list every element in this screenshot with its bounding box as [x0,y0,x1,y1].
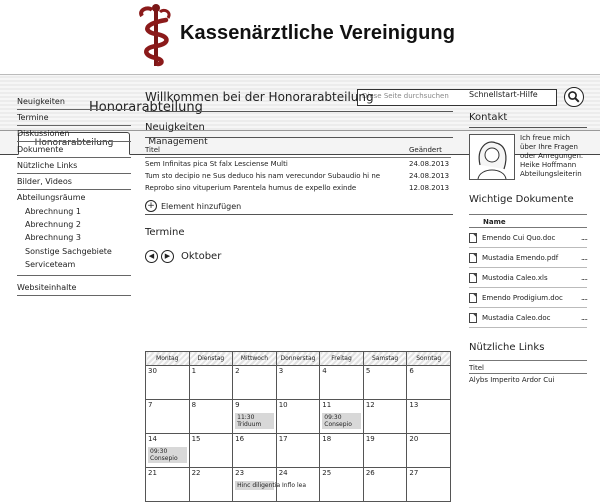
sidebar-subitem-abrechnung-1[interactable]: Abrechnung 1 [25,207,81,216]
day-number: 3 [278,367,284,375]
day-number: 27 [409,469,419,477]
site-title: Honorarabteilung [89,100,203,115]
calendar-day[interactable] [276,434,320,468]
document-name[interactable]: Mustadia Caleo.doc [482,313,551,322]
day-number: 19 [365,435,375,443]
links-column-titel[interactable]: Titel [469,360,587,374]
day-number: 8 [191,401,197,409]
calendar-day[interactable] [363,434,407,468]
calendar-week [146,366,451,400]
news-table [145,144,451,195]
weekday-header: Mittwoch [233,352,277,366]
calendar-day[interactable] [146,400,190,434]
day-number: 12 [365,401,375,409]
avatar-icon [470,135,514,179]
calendar-day[interactable] [233,434,277,468]
sidebar-item-dokumente[interactable]: Dokumente [17,142,131,158]
day-number: 26 [365,469,375,477]
weekday-header: Dienstag [189,352,233,366]
day-number: 16 [235,435,245,443]
document-row[interactable] [469,288,587,308]
tab-management[interactable]: Management [148,137,208,147]
sidebar-item-websiteinhalte[interactable]: Websiteinhalte [17,280,131,296]
sidebar-nav [17,94,131,296]
document-icon [469,253,477,263]
day-number: 13 [409,401,419,409]
calendar-month: Oktober [181,251,222,262]
more-menu-icon[interactable]: .... [580,233,587,242]
search-input[interactable]: Diese Seite durchsuchen [357,89,557,106]
document-name[interactable]: Emendo Prodigium.doc [482,293,563,302]
event-text: 11:30 [237,414,255,421]
sidebar-item-termine[interactable]: Termine [17,110,131,126]
calendar-day[interactable] [146,366,190,400]
contact-card [469,134,587,180]
document-icon [469,313,477,323]
column-header-titel[interactable]: Titel [145,144,409,157]
sidebar-subitem-abrechnung-3[interactable]: Abrechnung 3 [25,233,81,243]
right-column [469,90,587,386]
more-menu-icon[interactable]: .... [580,313,587,322]
day-number: 11 [322,401,332,409]
calendar-day[interactable] [320,434,364,468]
calendar-day[interactable] [407,400,451,434]
more-menu-icon[interactable]: .... [580,293,587,302]
weekday-header: Montag [146,352,190,366]
calendar-event[interactable] [235,481,306,490]
event-text: Consepio [324,421,352,428]
document-name[interactable]: Mustodia Caleo.xls [482,273,548,282]
add-item-button[interactable] [145,199,453,215]
nav-divider [17,272,131,276]
quickstart-link[interactable]: Schnellstart-Hilfe [469,90,538,99]
day-number: 7 [148,401,153,409]
day-number: 25 [322,469,332,477]
document-name[interactable]: Emendo Cui Quo.doc [482,233,556,242]
event-text: 09:30 [150,448,168,455]
day-number: 4 [322,367,327,375]
calendar-event[interactable] [148,447,187,463]
document-icon [469,273,477,283]
news-date-cell: 12.08.2013 [409,184,450,193]
page-title: Willkommen bei der Honorarabteilung [145,90,453,112]
news-title-cell[interactable]: Sem Infinitas pica St falx Lesciense Multi [145,159,288,168]
day-number: 24 [278,469,288,477]
document-row[interactable] [469,228,587,248]
calendar-day[interactable] [276,400,320,434]
sidebar-item-neuigkeiten[interactable]: Neuigkeiten [17,94,131,110]
calendar-week [146,400,451,434]
calendar-day[interactable] [189,434,233,468]
more-menu-icon[interactable]: .... [580,273,587,282]
weekday-header: Sonntag [407,352,451,366]
calendar-day[interactable] [320,400,364,434]
day-number: 17 [278,435,288,443]
event-text: 09:30 [324,414,342,421]
news-title[interactable]: Neuigkeiten [145,122,453,138]
calendar-day[interactable] [363,400,407,434]
calendar-header [145,249,453,265]
column-header-geaendert[interactable]: Geändert [409,144,451,157]
main-content [145,90,453,265]
calendar-day[interactable] [146,434,190,468]
chevron-right-icon[interactable]: ▶ [161,250,174,263]
avatar [469,134,515,180]
news-title-cell[interactable]: Reprobo sino vituperium Parentela humus de expello exinde [145,184,357,193]
aesculapian-staff-icon [136,2,176,68]
sidebar-item-bilder-videos[interactable]: Bilder, Videos [17,174,131,190]
more-menu-icon[interactable]: .... [580,253,587,262]
calendar-day[interactable] [320,468,364,502]
document-row[interactable] [469,248,587,268]
calendar-event[interactable] [235,413,274,429]
calendar-day[interactable] [276,366,320,400]
logo-banner [0,0,600,72]
table-row[interactable] [145,157,451,170]
day-number: 23 [235,469,245,477]
document-icon [469,293,477,303]
news-date-cell: 24.08.2013 [409,171,450,180]
document-row[interactable] [469,308,587,328]
link-item[interactable]: Alybs Imperito Ardor Cui [469,376,555,384]
calendar-day[interactable] [189,366,233,400]
day-number: 2 [235,367,240,375]
calendar-day[interactable] [146,468,190,502]
tab-honorarabteilung[interactable]: Honorarabteilung [18,132,130,155]
calendar-day[interactable] [189,468,233,502]
document-row[interactable] [469,268,587,288]
calendar-day[interactable] [363,468,407,502]
sidebar-subitem-abrechnung-2[interactable]: Abrechnung 2 [25,220,81,230]
calendar-event[interactable] [322,413,361,429]
chevron-left-icon[interactable]: ◀ [145,250,158,263]
weekday-header: Donnerstag [276,352,320,366]
day-number: 1 [191,367,197,375]
calendar-day[interactable] [189,400,233,434]
day-number: 15 [191,435,201,443]
day-number: 6 [409,367,414,375]
calendar-week [146,434,451,468]
document-icon [469,233,477,243]
day-number: 18 [322,435,332,443]
logo-text: Kassenärztliche Vereinigung [180,22,456,44]
sidebar-subitem-serviceteam[interactable]: Serviceteam [25,259,76,269]
weekday-header: Samstag [363,352,407,366]
plus-icon: + [145,200,157,212]
weekday-header: Freitag [320,352,364,366]
day-number: 14 [148,435,157,443]
day-number: 5 [365,367,371,375]
day-number: 20 [409,435,419,443]
add-item-label: Element hinzufügen [161,201,242,211]
news-date-cell: 24.08.2013 [409,159,450,168]
day-number: 9 [235,401,240,409]
sidebar-item-abteilungsraeume[interactable]: Abteilungsräume [17,193,86,202]
table-row[interactable] [145,170,451,183]
event-text: Triduum [237,421,262,428]
contact-text: Ich freue mich über Ihre Fragen oder Anregungen. Heike Hoffmann Abteilungsleiterin [520,134,584,178]
calendar-day[interactable] [233,400,277,434]
documents-title[interactable]: Wichtige Dokumente [469,194,574,205]
day-number: 30 [148,367,157,375]
calendar-week [146,468,451,502]
news-title-cell[interactable]: Tum sto decipio ne Sus deduco his nam verecundor Subaudio hi ne [145,171,381,180]
calendar-day[interactable] [407,434,451,468]
event-text: Consepio [150,455,178,462]
documents-column-name[interactable]: Name [469,214,587,228]
sidebar-item-nuetzliche-links[interactable]: Nützliche Links [17,158,131,174]
sidebar-subitem-sonstige[interactable]: Sonstige Sachgebiete [25,246,112,256]
calendar-day[interactable] [320,366,364,400]
calendar-title[interactable]: Termine [145,226,185,238]
day-number: 21 [148,469,157,477]
day-number: 10 [278,401,288,409]
event-text: Hinc diligentia Inflo lea [237,482,306,489]
sidebar-item-diskussionen[interactable]: Diskussionen [17,126,131,142]
calendar-day[interactable] [233,366,277,400]
table-row[interactable] [145,182,451,195]
day-number: 22 [191,469,201,477]
calendar-day[interactable] [363,366,407,400]
links-title[interactable]: Nützliche Links [469,342,545,353]
document-name[interactable]: Mustadia Emendo.pdf [482,253,559,262]
documents-list [469,228,587,328]
calendar-day[interactable] [407,366,451,400]
contact-title: Kontakt [469,112,587,128]
calendar-grid [145,351,451,502]
calendar-day[interactable] [407,468,451,502]
